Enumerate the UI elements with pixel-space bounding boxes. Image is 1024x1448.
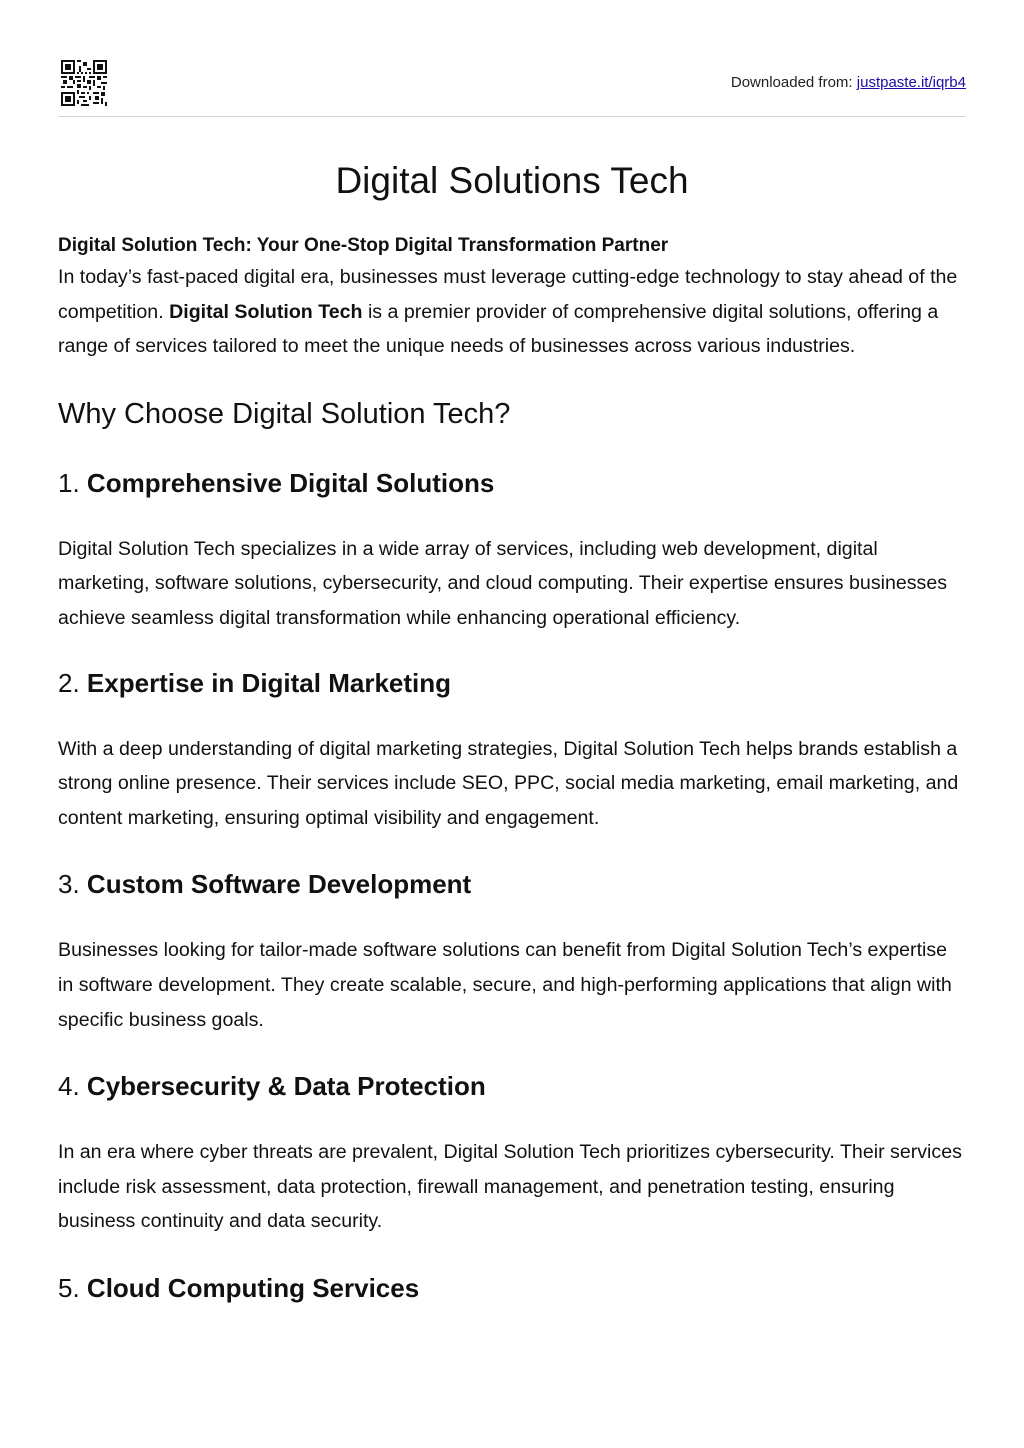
item-title: Custom Software Development bbox=[86, 869, 472, 900]
document-title: Digital Solutions Tech bbox=[335, 160, 689, 201]
source-link[interactable]: justpaste.it/iqrb4 bbox=[856, 74, 966, 91]
item-heading-5 bbox=[58, 1271, 966, 1305]
downloaded-from-label: Downloaded from: bbox=[730, 74, 857, 91]
item-number: 2. bbox=[58, 667, 80, 698]
page-header bbox=[58, 0, 966, 117]
item-heading-1 bbox=[58, 466, 966, 500]
item-number: 3. bbox=[58, 869, 80, 900]
section-heading: Why Choose Digital Solution Tech? bbox=[58, 397, 511, 430]
item-body-2: With a deep understanding of digital marketing strategies, Digital Solution Tech helps brands establish a strong online presence. Their services include SEO, PPC, social media marketing, email marketing, and content marketing, ensuring optimal visibility and engagement. bbox=[58, 737, 959, 829]
downloaded-from-note bbox=[731, 74, 966, 91]
item-body-3: Businesses looking for tailor-made software solutions can benefit from Digital Solution Tech’s expertise in software development. They create scalable, secure, and high-performing applications that align with specific business goals. bbox=[58, 939, 952, 1031]
item-heading-4 bbox=[58, 1069, 966, 1103]
item-body-1: Digital Solution Tech specializes in a wide array of services, including web development, digital marketing, software solutions, cybersecurity, and cloud computing. Their expertise ensures businesses achieve seamless digital transformation while enhancing operational efficiency. bbox=[58, 537, 948, 629]
intro-brand-bold: Digital Solution Tech bbox=[169, 300, 363, 323]
item-number: 1. bbox=[58, 467, 80, 498]
item-body-4: In an era where cyber threats are prevalent, Digital Solution Tech prioritizes cybersecurity. Their services include risk assessment, data protection, firewall management, and penetration testing, ensuring business continuity and data security. bbox=[58, 1141, 962, 1233]
document-page bbox=[58, 0, 966, 1303]
lead-heading: Digital Solution Tech: Your One-Stop Digital Transformation Partner bbox=[58, 235, 669, 256]
document-content bbox=[58, 232, 966, 1305]
intro-text-end: is a premier provider of comprehensive digital solutions, offering a range of services tailored to meet the unique needs of businesses across various industries. bbox=[58, 300, 939, 358]
qr-code-icon bbox=[61, 60, 107, 106]
item-title: Cybersecurity & Data Protection bbox=[86, 1071, 486, 1102]
intro-paragraph bbox=[58, 260, 966, 364]
intro-text-start: In today’s fast-paced digital era, businesses must leverage cutting-edge technology to stay ahead of the competition. bbox=[58, 266, 958, 323]
item-title: Cloud Computing Services bbox=[86, 1272, 420, 1303]
item-heading-3 bbox=[58, 867, 966, 901]
item-number: 4. bbox=[58, 1071, 80, 1102]
item-title: Comprehensive Digital Solutions bbox=[86, 467, 495, 498]
item-heading-2 bbox=[58, 666, 966, 700]
item-number: 5. bbox=[58, 1272, 80, 1303]
item-title: Expertise in Digital Marketing bbox=[86, 667, 452, 698]
